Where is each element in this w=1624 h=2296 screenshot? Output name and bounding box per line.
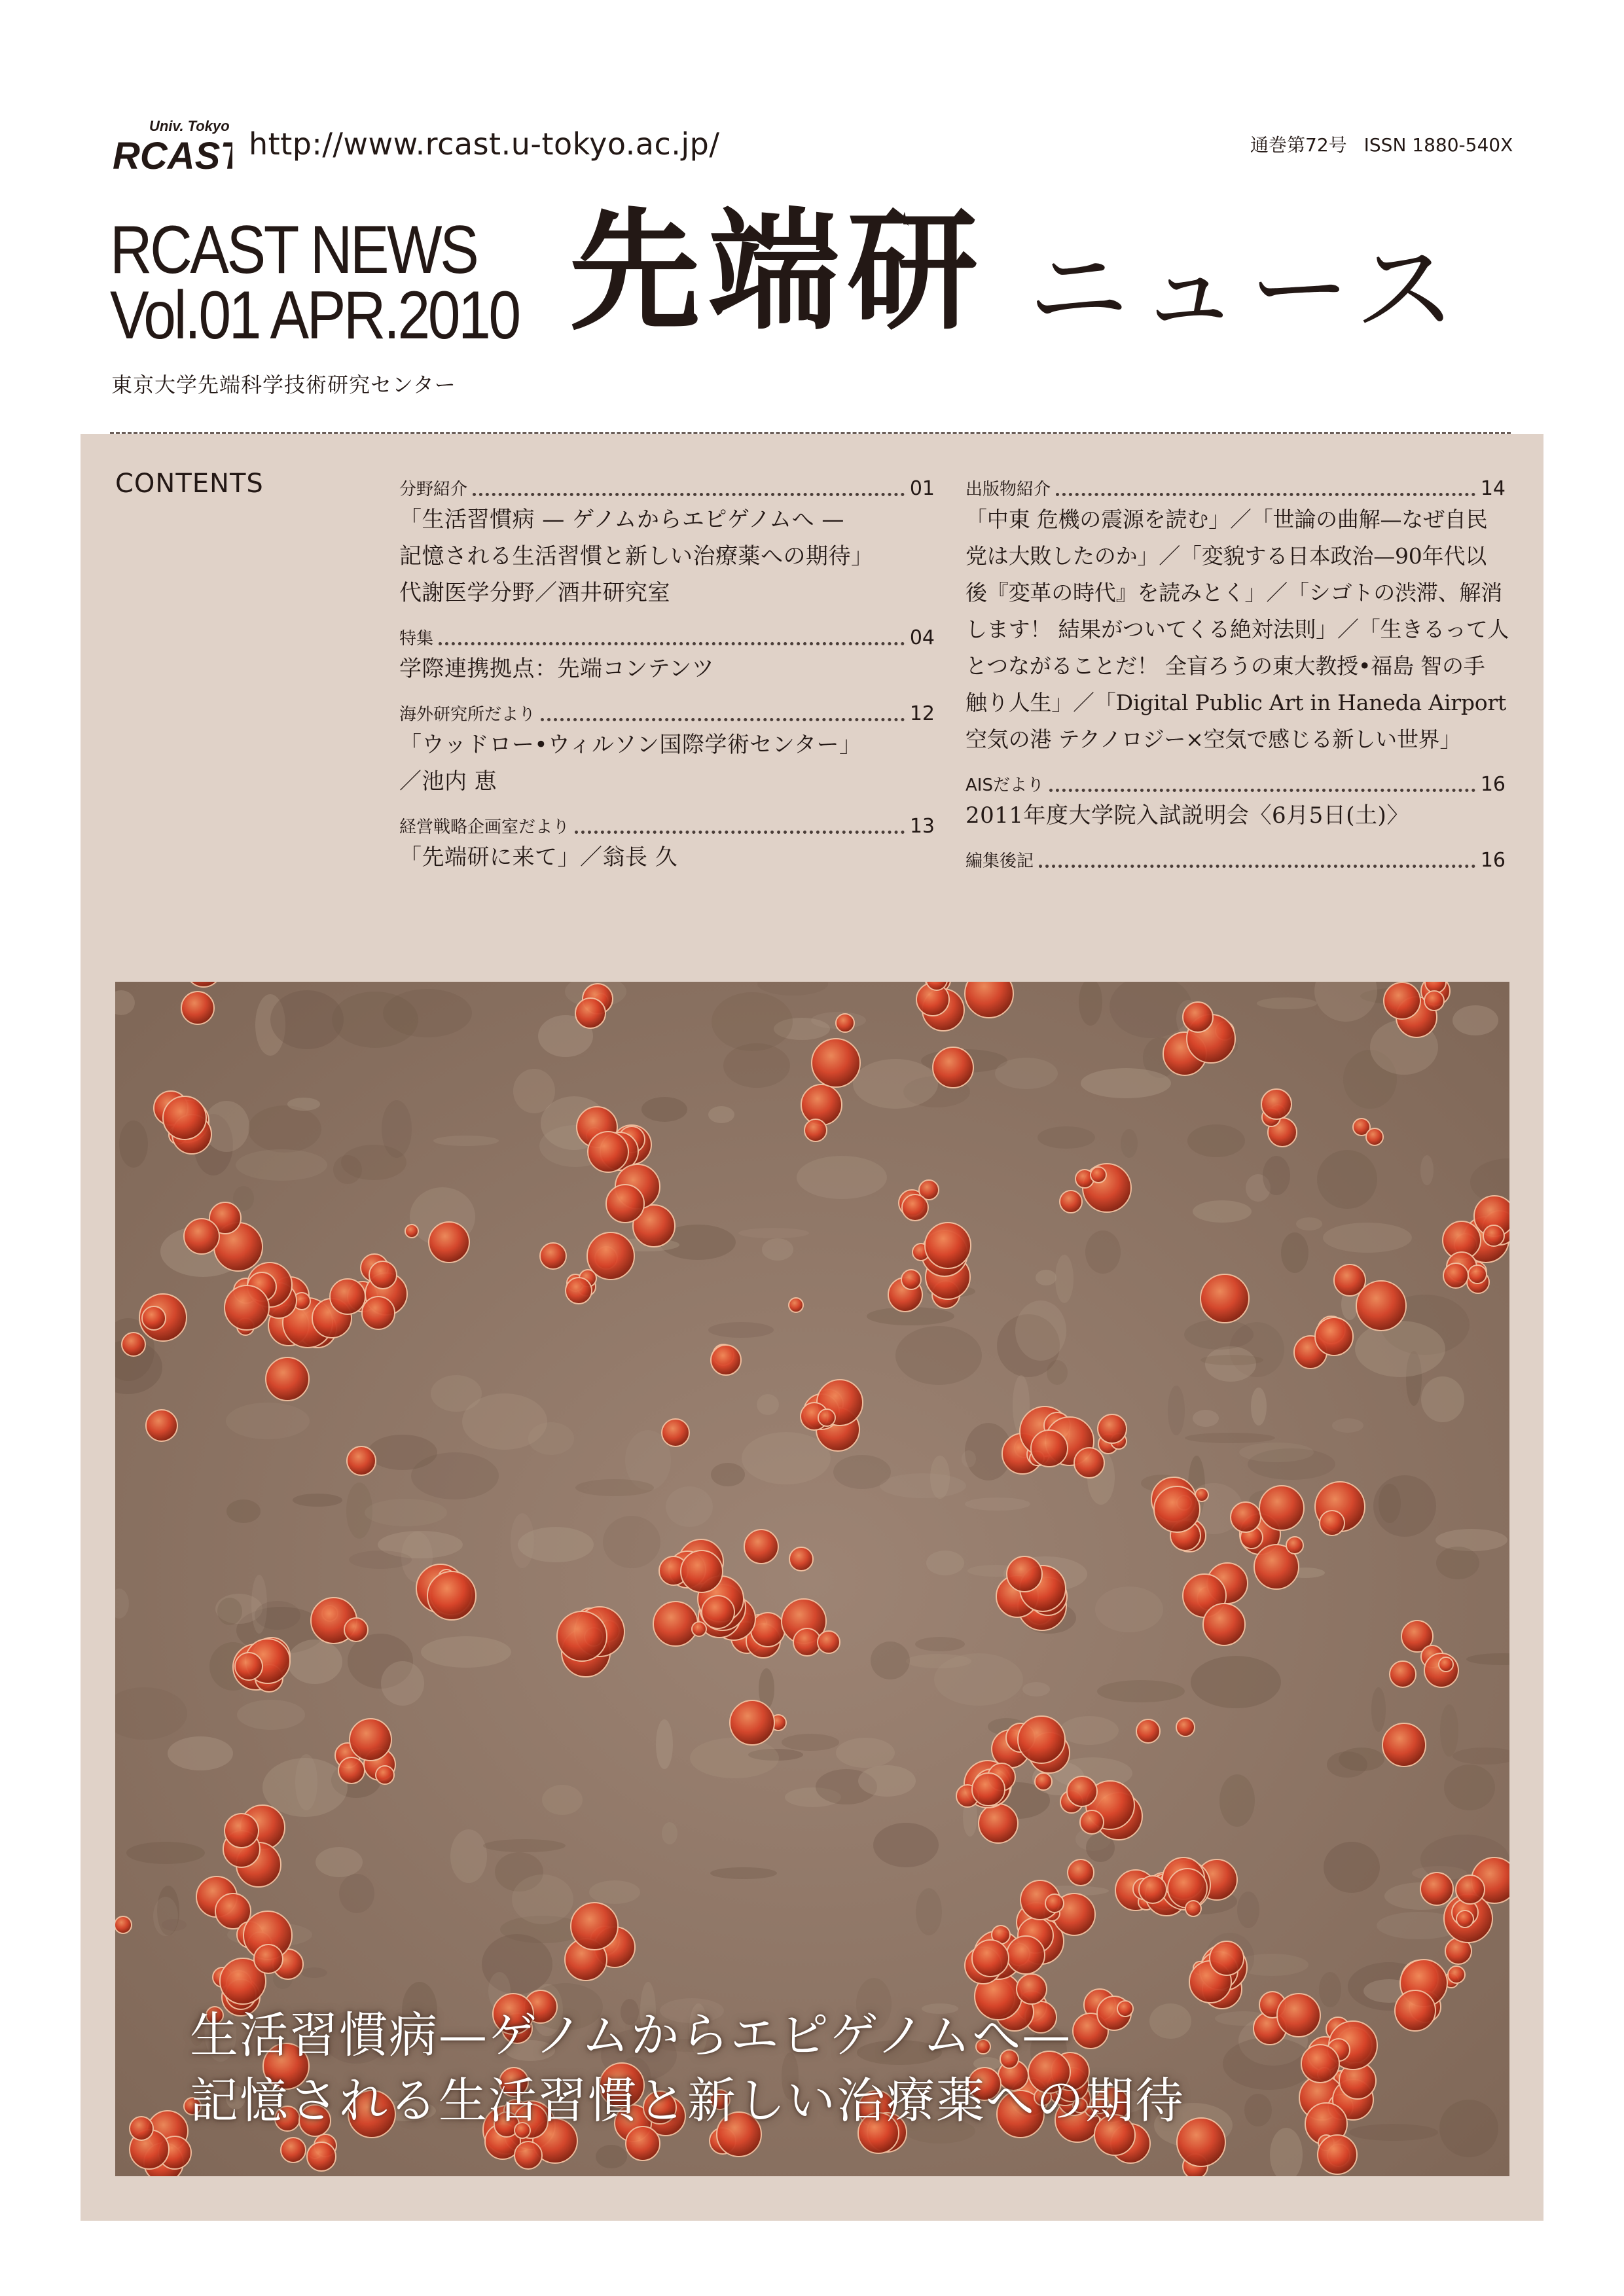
- lipid-droplet: [1356, 1281, 1406, 1331]
- background-texture: [316, 1847, 363, 1877]
- logo-univ-text: Univ. Tokyo: [149, 118, 230, 134]
- caption-line-1: 生活習慣病—ゲノムからエピゲノムへ—: [190, 2007, 1072, 2064]
- background-texture: [1121, 1129, 1138, 1158]
- background-texture: [1257, 997, 1317, 1009]
- background-texture: [915, 1637, 965, 1651]
- lipid-droplet: [1154, 1486, 1200, 1532]
- issue-number: 通巻第72号: [1250, 134, 1347, 156]
- background-texture: [1355, 1321, 1445, 1377]
- lipid-droplet: [1035, 1773, 1052, 1790]
- lipid-droplet: [1315, 1318, 1353, 1355]
- toc-section[interactable]: 特集 04: [399, 626, 935, 649]
- lipid-droplet: [681, 1551, 723, 1592]
- background-texture: [236, 1149, 327, 1181]
- background-texture: [1263, 1156, 1290, 1195]
- background-texture: [1439, 2100, 1498, 2157]
- lipid-droplet: [1091, 1167, 1106, 1183]
- lipid-droplet: [730, 1700, 774, 1745]
- background-texture: [1244, 2094, 1272, 2126]
- issue-info: [1250, 131, 1513, 157]
- lipid-droplet: [1277, 1994, 1320, 2037]
- background-texture: [916, 1888, 942, 1935]
- lipid-droplet: [281, 2138, 306, 2162]
- lipid-droplet: [818, 1631, 840, 1653]
- contents-label: CONTENTS: [115, 469, 264, 499]
- lipid-droplet: [711, 1345, 741, 1375]
- background-texture: [710, 1867, 777, 1879]
- background-texture: [708, 1322, 774, 1338]
- background-texture: [255, 1601, 300, 1630]
- background-texture: [1379, 1484, 1401, 1523]
- background-texture: [1022, 1682, 1050, 1696]
- lipid-droplet: [1080, 1810, 1104, 1834]
- lipid-droplet: [972, 1773, 1005, 1806]
- background-texture: [711, 1463, 745, 1486]
- background-texture: [762, 1238, 793, 1261]
- background-texture: [1296, 1217, 1322, 1230]
- background-texture: [738, 1228, 809, 1238]
- background-texture: [1323, 1223, 1412, 1253]
- background-texture: [1055, 1255, 1074, 1303]
- background-texture: [1193, 1410, 1219, 1427]
- background-texture: [1420, 1155, 1434, 1185]
- lipid-droplet: [1443, 1263, 1468, 1288]
- lipid-droplet: [235, 1653, 262, 1680]
- organization-name: 東京大学先端科学技術研究センター: [111, 372, 456, 397]
- toc-entry: 「中東 危機の震源を読む」／「世論の曲解—なぜ自民 党は大敗したのか」／「変貌する日本政治—90年代以 後『変革の時代』を読みとく」／「シゴトの渋滞、解消 します！ 結果がついてくる絶対法則」／「生きるって人 とつながることだ！ 全盲ろうの東大教授•福島 智の手 触り人生」／「Digital Public Art in Haneda Airport 空気の港 テクノロジー×空気で感じる新しい世界」: [965, 507, 1509, 752]
- lipid-droplet: [181, 992, 214, 1024]
- background-texture: [542, 1785, 583, 1815]
- background-texture: [421, 1636, 511, 1668]
- lipid-droplet: [429, 1222, 469, 1263]
- background-texture: [217, 1598, 242, 1625]
- lipid-droplet: [115, 1916, 132, 1933]
- toc-section[interactable]: 編集後記 16: [965, 849, 1506, 872]
- background-texture: [433, 1136, 499, 1146]
- background-texture: [782, 1734, 839, 1751]
- background-texture: [603, 1516, 660, 1568]
- jp-title-kanji: 先端研: [569, 194, 986, 348]
- lipid-droplet: [793, 1628, 821, 1656]
- toc-left-column: [399, 471, 935, 885]
- lipid-droplet: [1017, 1974, 1047, 2004]
- background-texture: [1036, 1270, 1056, 1285]
- lipid-droplet: [1456, 1910, 1473, 1928]
- toc-section[interactable]: 出版物紹介 14: [965, 477, 1506, 500]
- background-texture: [1060, 1716, 1119, 1745]
- lipid-droplet: [789, 1547, 813, 1571]
- background-texture: [431, 1375, 482, 1412]
- lipid-droplet: [588, 1132, 628, 1172]
- lipid-droplet: [1031, 1430, 1068, 1467]
- background-texture: [512, 1874, 573, 1924]
- lipid-droplet: [225, 1814, 259, 1848]
- background-texture: [1349, 2124, 1438, 2141]
- background-texture: [226, 1403, 310, 1439]
- lipid-droplet: [804, 1119, 827, 1141]
- background-texture: [708, 1106, 734, 1123]
- lipid-droplet: [1456, 1875, 1485, 1904]
- background-texture: [1440, 1704, 1458, 1757]
- background-texture: [575, 1479, 654, 1496]
- lipid-droplet: [347, 1446, 376, 1475]
- background-texture: [1200, 1355, 1263, 1365]
- background-texture: [381, 1661, 424, 1706]
- lipid-droplet: [330, 1279, 365, 1314]
- toc-section[interactable]: 経営戦略企画室だより 13: [399, 815, 935, 838]
- lipid-droplet: [1261, 1089, 1291, 1119]
- lipid-droplet: [1018, 1716, 1065, 1763]
- rcast-logo: [111, 111, 232, 183]
- lipid-droplet: [662, 1419, 689, 1446]
- lipid-droplet: [1318, 2135, 1357, 2174]
- background-texture: [926, 1551, 964, 1575]
- lipid-droplet: [362, 1297, 395, 1329]
- lipid-droplet: [1366, 1128, 1383, 1145]
- background-texture: [858, 1765, 916, 1797]
- lipid-droplet: [692, 1622, 706, 1636]
- lipid-droplet: [1320, 1511, 1344, 1535]
- lipid-droplet: [1390, 1661, 1416, 1687]
- background-texture: [168, 1736, 233, 1770]
- lipid-droplet: [1420, 1873, 1453, 1905]
- background-texture: [1193, 1200, 1252, 1223]
- background-texture: [270, 990, 344, 1049]
- background-texture: [757, 1394, 779, 1415]
- lipid-droplet: [1259, 1486, 1304, 1530]
- lipid-droplet: [1468, 1265, 1487, 1283]
- jp-title-kana: ニュース: [1028, 230, 1466, 349]
- caption-line-2: 記憶される生活習慣と新しい治療薬への期待: [190, 2073, 1185, 2129]
- toc-entry: 「生活習慣病 — ゲノムからエピゲノムへ — 記憶される生活習慣と新しい治療薬への期待」 代謝医学分野／酒井研究室: [399, 507, 874, 606]
- background-texture: [119, 1121, 148, 1168]
- background-texture: [656, 1719, 673, 1769]
- background-texture: [450, 1829, 487, 1883]
- cover-micrograph: [115, 982, 1509, 2176]
- lipid-droplet: [1185, 1901, 1201, 1916]
- background-texture: [349, 1551, 412, 1569]
- background-texture: [1219, 1774, 1255, 1827]
- background-texture: [1237, 1892, 1259, 1928]
- lipid-droplet: [1007, 1556, 1042, 1592]
- lipid-droplet: [1395, 1990, 1435, 2031]
- lipid-droplet: [653, 1602, 698, 1646]
- background-texture: [666, 1486, 713, 1527]
- background-texture: [511, 1513, 534, 1568]
- lipid-droplet: [1483, 1225, 1504, 1246]
- background-texture: [287, 1640, 342, 1684]
- lipid-droplet: [344, 1618, 368, 1641]
- background-texture: [1097, 1680, 1185, 1702]
- lipid-droplet: [1424, 991, 1444, 1011]
- lipid-droplet: [1382, 1723, 1426, 1767]
- background-texture: [411, 1452, 499, 1499]
- background-texture: [596, 2145, 627, 2168]
- background-texture: [742, 1432, 831, 1484]
- lipid-droplet: [587, 1232, 634, 1280]
- lipid-droplet: [122, 1333, 145, 1356]
- lipid-droplet: [130, 2117, 153, 2140]
- background-texture: [1015, 1300, 1066, 1361]
- background-texture: [1371, 1687, 1386, 1732]
- lipid-droplet: [1231, 1502, 1261, 1532]
- lipid-droplet: [702, 1596, 734, 1628]
- lipid-droplet: [933, 1047, 973, 1088]
- lipid-droplet: [818, 1409, 835, 1426]
- lipid-droplet: [225, 1285, 269, 1330]
- background-texture: [293, 1494, 342, 1507]
- lipid-droplet: [254, 1945, 283, 1973]
- lipid-droplet: [142, 1306, 166, 1330]
- background-texture: [723, 1043, 790, 1088]
- background-texture: [483, 1839, 566, 1852]
- lipid-droplet: [902, 1194, 928, 1221]
- background-texture: [641, 1097, 687, 1122]
- background-texture: [836, 1738, 895, 1768]
- toc-entry: 「ウッドロー•ウィルソン国際学術センター」 ／池内 恵: [399, 732, 862, 795]
- background-texture: [1239, 1443, 1314, 1462]
- background-texture: [237, 1700, 305, 1730]
- lipid-droplet: [1067, 1776, 1097, 1806]
- lipid-droplet: [146, 1410, 177, 1441]
- lipid-droplet: [606, 1185, 644, 1223]
- toc-section[interactable]: AISだより 16: [965, 773, 1506, 796]
- background-texture: [965, 1498, 1030, 1511]
- background-texture: [1081, 1068, 1171, 1098]
- background-texture: [226, 1499, 261, 1523]
- background-texture: [341, 1145, 406, 1180]
- dashed-divider: [110, 432, 1511, 434]
- background-texture: [162, 1919, 187, 1931]
- toc-right-column: [965, 471, 1509, 872]
- background-texture: [1168, 1386, 1185, 1435]
- background-texture: [712, 992, 793, 1051]
- background-texture: [1047, 1360, 1068, 1385]
- lipid-droplet: [979, 1804, 1018, 1843]
- background-texture: [528, 1422, 574, 1455]
- lipid-droplet: [1068, 1859, 1094, 1886]
- lipid-droplet: [1007, 1936, 1045, 1974]
- lipid-droplet: [789, 1298, 803, 1312]
- background-texture: [895, 1326, 982, 1385]
- background-texture: [995, 1058, 1058, 1089]
- lipid-droplet: [1098, 1414, 1127, 1443]
- background-texture: [126, 1842, 205, 1864]
- lipid-droplet: [1136, 1719, 1160, 1743]
- lipid-droplet: [163, 1096, 206, 1139]
- background-texture: [1038, 1126, 1095, 1149]
- lipid-droplet: [1168, 1869, 1207, 1908]
- background-texture: [1281, 1232, 1308, 1273]
- toc-section[interactable]: 海外研究所だより 12: [399, 702, 935, 725]
- news-title: RCAST NEWS: [110, 212, 477, 288]
- issn: ISSN 1880-540X: [1363, 134, 1513, 156]
- background-texture: [1184, 1319, 1254, 1350]
- lipid-droplet: [369, 1261, 397, 1289]
- background-texture: [332, 992, 418, 1048]
- background-texture: [1191, 1656, 1281, 1708]
- cover-caption: [190, 2003, 1185, 2134]
- background-texture: [1095, 1587, 1163, 1632]
- lipid-droplet: [307, 2142, 336, 2171]
- lipid-droplet: [1286, 1537, 1303, 1554]
- toc-entry: 学際連携拠点：先端コンテンツ: [399, 656, 715, 682]
- lipid-droplet: [405, 1225, 418, 1238]
- lipid-droplet: [972, 1940, 1009, 1977]
- lipid-droplet: [1200, 1274, 1249, 1323]
- volume-date: Vol.01 APR.2010: [110, 278, 519, 353]
- lipid-droplet: [1183, 1002, 1213, 1032]
- logo-rcast-text: RCAST: [113, 135, 232, 177]
- background-texture: [365, 1499, 447, 1526]
- background-texture: [1436, 1547, 1479, 1579]
- toc-entry: 「先端研に来て」／翁長 久: [399, 844, 678, 870]
- lipid-droplet: [571, 1903, 618, 1950]
- background-texture: [690, 1738, 779, 1778]
- website-url[interactable]: http://www.rcast.u-tokyo.ac.jp/: [249, 126, 720, 162]
- lipid-droplet: [812, 1039, 860, 1087]
- lipid-droplet: [427, 1571, 476, 1620]
- background-texture: [301, 1967, 327, 1978]
- micrograph-svg: [115, 982, 1509, 2176]
- lipid-droplet: [1060, 1191, 1082, 1213]
- background-texture: [1444, 1765, 1495, 1810]
- lipid-droplet: [1384, 982, 1420, 1019]
- lipid-droplet: [557, 1611, 607, 1661]
- background-texture: [853, 1059, 938, 1109]
- background-texture: [833, 1455, 891, 1489]
- lipid-droplet: [836, 1014, 854, 1032]
- lipid-droplet: [1074, 1448, 1104, 1478]
- lipid-droplet: [566, 1278, 592, 1304]
- lipid-droplet: [1301, 2045, 1339, 2083]
- background-texture: [1319, 1972, 1341, 2007]
- lipid-droplet: [1210, 1941, 1244, 1975]
- background-texture: [797, 1156, 887, 1199]
- background-texture: [1421, 1376, 1464, 1422]
- background-texture: [1324, 1842, 1380, 1893]
- background-texture: [1332, 1418, 1363, 1433]
- background-texture: [880, 1473, 966, 1498]
- background-texture: [287, 1098, 320, 1111]
- background-texture: [934, 1653, 1023, 1706]
- background-texture: [295, 1754, 317, 1810]
- lipid-droplet: [1439, 1657, 1453, 1672]
- background-texture: [1317, 1150, 1377, 1209]
- toc-entry: 2011年度大学院入試説明会〈6月5日(土)〉: [965, 802, 1409, 829]
- lipid-droplet: [1203, 1604, 1245, 1645]
- background-texture: [930, 1456, 950, 1499]
- lipid-droplet: [744, 1530, 778, 1564]
- lipid-droplet: [540, 1243, 566, 1269]
- background-texture: [589, 1880, 640, 1904]
- background-texture: [1453, 1005, 1498, 1035]
- lipid-droplet: [184, 1219, 219, 1254]
- lipid-droplet: [1448, 1966, 1465, 1983]
- background-texture: [339, 1874, 374, 1913]
- lipid-droplet: [575, 998, 605, 1028]
- lipid-droplet: [901, 1270, 921, 1289]
- lipid-droplet: [1045, 1894, 1064, 1912]
- background-texture: [962, 1450, 976, 1467]
- background-texture: [1251, 1388, 1267, 1426]
- background-texture: [1339, 1748, 1384, 1771]
- background-texture: [248, 1105, 321, 1153]
- lipid-droplet: [514, 2142, 542, 2169]
- lipid-droplet: [350, 1719, 391, 1761]
- background-texture: [1435, 1529, 1507, 1551]
- background-texture: [1187, 1124, 1245, 1157]
- background-texture: [871, 1641, 910, 1679]
- lipid-droplet: [1176, 1718, 1195, 1736]
- lipid-droplet: [338, 1757, 365, 1784]
- background-texture: [1185, 1433, 1275, 1443]
- background-texture: [1085, 1230, 1121, 1274]
- toc-section[interactable]: 分野紹介 01: [399, 477, 935, 500]
- lipid-droplet: [1139, 1876, 1166, 1903]
- lipid-droplet: [925, 1223, 971, 1268]
- background-texture: [662, 1822, 677, 1844]
- background-texture: [873, 1823, 939, 1867]
- lipid-droplet: [801, 1085, 842, 1125]
- lipid-droplet: [266, 1357, 309, 1401]
- lipid-droplet: [376, 1766, 394, 1784]
